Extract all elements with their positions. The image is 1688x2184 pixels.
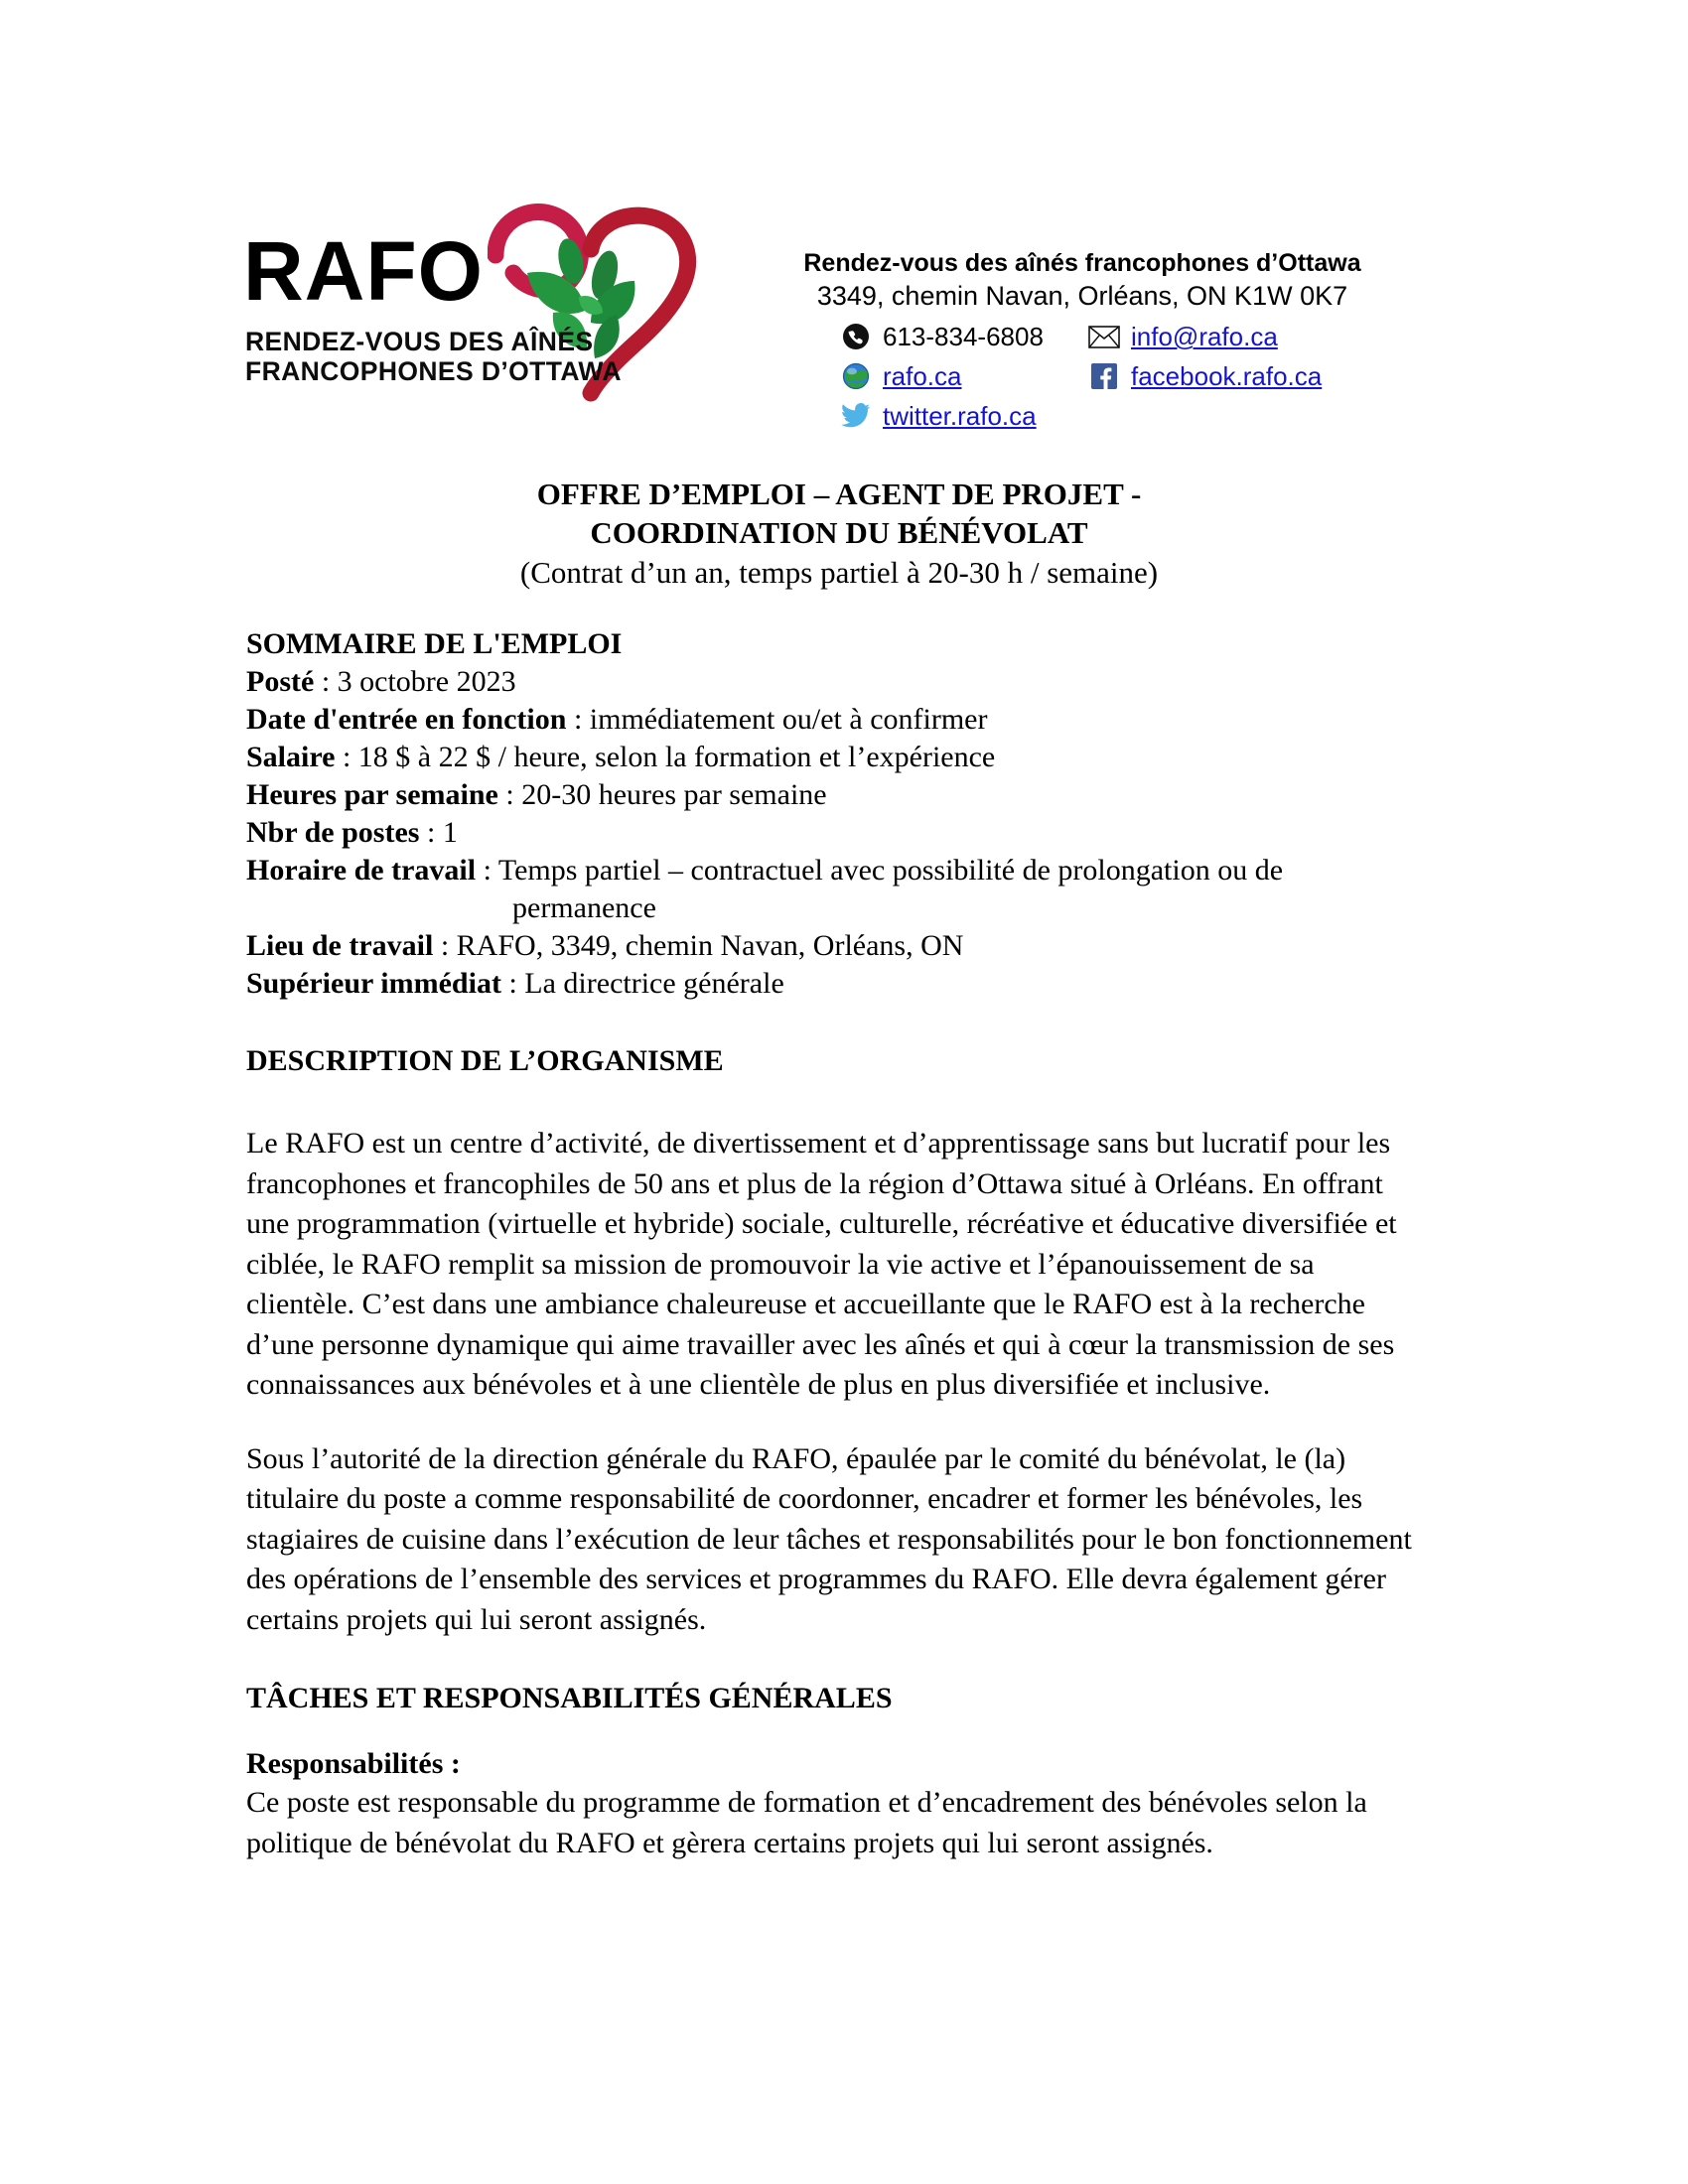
responsabilites-subheading: Responsabilités : — [246, 1747, 461, 1780]
summary-value-supervisor: La directrice générale — [524, 967, 784, 1000]
summary-value-poste: 3 octobre 2023 — [337, 665, 516, 698]
job-title-line2: COORDINATION DU BÉNÉVOLAT — [590, 515, 1088, 550]
contact-email — [1087, 322, 1278, 351]
logo-tagline-line1: RENDEZ-VOUS DES AÎNÉS — [245, 327, 594, 356]
organization-address: 3349, chemin Navan, Orléans, ON K1W 0K7 — [816, 281, 1348, 311]
summary-value-schedule-cont: permanence — [512, 891, 656, 924]
envelope-icon — [1087, 322, 1121, 351]
summary-label-positions: Nbr de postes — [246, 816, 420, 849]
summary-sep-salary: : — [335, 741, 358, 773]
contact-row-twitter — [839, 396, 1395, 436]
summary-sep-supervisor: : — [500, 967, 525, 1000]
summary-field-start-date — [246, 701, 1428, 739]
twitter-bird-icon — [839, 401, 873, 431]
logo-wordmark: RAFO — [243, 224, 484, 318]
document-header — [0, 0, 1688, 467]
summary-value-start-date: immédiatement ou/et à confirmer — [589, 703, 988, 736]
organisme-paragraph-2: Sous l’autorité de la direction générale du RAFO, épaulée par le comité du bénévolat, le (la) titulaire du poste a comme responsabilité de coordonner, encadrer et former les bénévoles, les stagiaires de cuisine dans l’exécution de leur tâches et responsabilités pour le bon fonctionnement des opérations de l’ensemble des services et programmes du RAFO. Elle devra également gérer certains projets qui lui seront assignés. — [246, 1441, 1412, 1636]
summary-label-start-date: Date d'entrée en fonction — [246, 703, 567, 736]
organization-name: Rendez-vous des aînés francophones d’Ottawa — [803, 249, 1361, 277]
summary-label-hours: Heures par semaine — [246, 778, 498, 811]
globe-icon — [839, 361, 873, 391]
phone-icon — [839, 322, 873, 351]
contact-row-phone-email — [839, 317, 1395, 356]
summary-sep-positions: : — [419, 816, 443, 849]
summary-value-salary: 18 $ à 22 $ / heure, selon la formation et l’expérience — [357, 741, 996, 773]
website-link[interactable]: rafo.ca — [883, 361, 962, 391]
summary-field-location — [246, 927, 1428, 965]
taches-heading: TÂCHES ET RESPONSABILITÉS GÉNÉRALES — [246, 1682, 893, 1714]
contact-row-website-facebook — [839, 356, 1395, 396]
summary-field-poste — [246, 663, 1428, 701]
summary-sep-schedule: : — [476, 854, 498, 887]
job-title-subtitle: (Contrat d’un an, temps partiel à 20-30 h / semaine) — [519, 555, 1159, 590]
contact-phone — [839, 322, 1087, 351]
responsabilites-paragraph: Ce poste est responsable du programme de formation et d’encadrement des bénévoles selon la politique de bénévolat du RAFO et gèrera certains projets qui lui seront assignés. — [246, 1786, 1367, 1859]
summary-label-poste: Posté — [246, 665, 315, 698]
summary-sep-poste: : — [314, 665, 338, 698]
twitter-link[interactable]: twitter.rafo.ca — [883, 401, 1037, 431]
facebook-icon — [1087, 361, 1121, 391]
summary-label-location: Lieu de travail — [246, 929, 434, 962]
contact-facebook — [1087, 361, 1322, 391]
summary-field-hours — [246, 776, 1428, 814]
phone-number: 613-834-6808 — [883, 322, 1044, 351]
summary-field-schedule — [246, 852, 1428, 889]
summary-value-schedule: Temps partiel – contractuel avec possibilité de prolongation ou de — [497, 854, 1284, 887]
organisme-heading: DESCRIPTION DE L’ORGANISME — [246, 1044, 724, 1077]
facebook-link[interactable]: facebook.rafo.ca — [1131, 361, 1323, 391]
contact-block — [735, 248, 1430, 436]
job-title-line1: OFFRE D’EMPLOI – AGENT DE PROJET - — [536, 477, 1142, 511]
contact-website — [839, 361, 1087, 391]
rafo-logo — [243, 223, 700, 412]
summary-value-positions: 1 — [442, 816, 458, 849]
summary-sep-location: : — [433, 929, 457, 962]
summary-field-salary — [246, 739, 1428, 776]
summary-label-supervisor: Supérieur immédiat — [246, 967, 501, 1000]
summary-sep-hours: : — [497, 778, 522, 811]
contact-grid — [839, 317, 1395, 436]
job-title-block — [248, 475, 1430, 593]
summary-sep-start-date: : — [566, 703, 590, 736]
summary-label-schedule: Horaire de travail — [246, 854, 477, 887]
summary-heading: SOMMAIRE DE L'EMPLOI — [246, 627, 623, 660]
summary-field-positions — [246, 814, 1428, 852]
logo-tagline-line2: FRANCOPHONES D’OTTAWA — [245, 356, 622, 386]
contact-twitter — [839, 401, 1087, 431]
document-body — [246, 625, 1428, 1863]
email-link[interactable]: info@rafo.ca — [1131, 322, 1278, 351]
summary-value-hours: 20-30 heures par semaine — [521, 778, 827, 811]
organisme-paragraph-1: Le RAFO est un centre d’activité, de divertissement et d’apprentissage sans but lucratif pour les francophones et francophiles de 50 ans et plus de la région d’Ottawa situé à Orléans. En offrant une programmation (virtuelle et hybride) sociale, culturelle, récréative et éducative diversifiée et ciblée, le RAFO remplit sa mission de promouvoir la vie active et l’épanouissement de sa clientèle. C’est dans une ambiance chaleureuse et accueillante que le RAFO est à la recherche d’une personne dynamique qui aime travailler avec les aînés et qui à cœur la transmission de ses connaissances aux bénévoles et à une clientèle de plus en plus diversifiée et inclusive. — [246, 1127, 1397, 1401]
summary-value-location: RAFO, 3349, chemin Navan, Orléans, ON — [456, 929, 964, 962]
summary-label-salary: Salaire — [246, 741, 336, 773]
summary-field-supervisor — [246, 965, 1428, 1003]
